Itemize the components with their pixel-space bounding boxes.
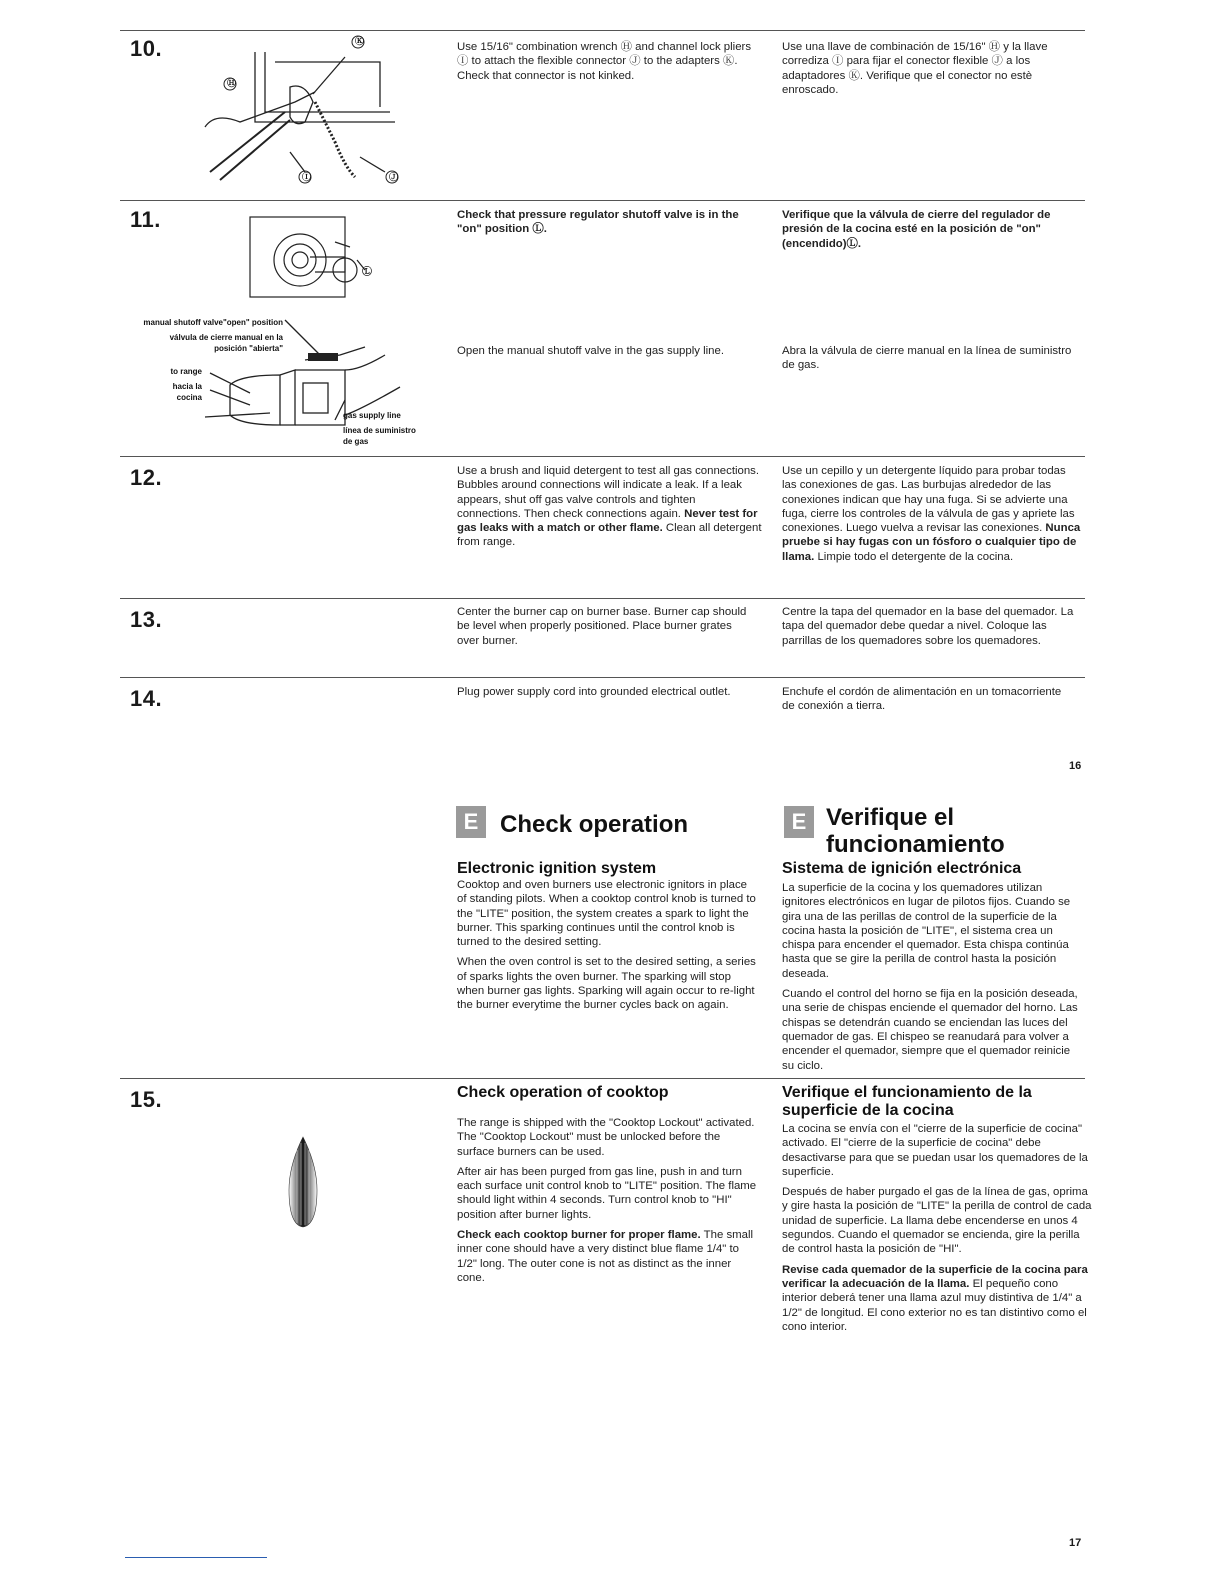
label-gas-line-en: gas supply line xyxy=(343,411,401,420)
step-13-rule xyxy=(120,598,1085,599)
step-11-text-es xyxy=(782,208,1072,251)
step-11-number: 11. xyxy=(130,207,161,232)
cooktop-en-p2: After air has been purged from gas line, push in and turn each surface unit control knob to "LITE" position. The flame should light within 4 seconds. Turn control knob to "HI" position after burner lights. xyxy=(457,1165,757,1221)
label-gas-line-es-1: línea de suministro xyxy=(343,426,416,435)
step-14-text-es: Enchufe el cordón de alimentación en un tomacorriente de conexión a tierra. xyxy=(782,686,1062,713)
label-to-range-es-2: cocina xyxy=(176,393,202,402)
label-valve-open-en: manual shutoff valve"open" position xyxy=(143,318,283,327)
step-11-es-text: Verifique que la válvula de cierre del regulador de presión de la cocina esté en la posición de "on" (encendido)Ⓛ. xyxy=(782,209,1051,250)
callout-h: Ⓗ xyxy=(227,78,237,88)
step-10-number: 10. xyxy=(130,36,163,61)
step-15-rule xyxy=(120,1078,1085,1079)
callout-k: Ⓚ xyxy=(355,36,365,46)
page-number-17: 17 xyxy=(1069,1537,1082,1549)
step-12-en-warning: Never test for gas leaks with a match or other flame. xyxy=(457,507,758,535)
label-gas-line-es-2: de gas xyxy=(343,437,369,446)
step-14-number: 14. xyxy=(130,686,163,711)
step-12-text-es xyxy=(782,464,1082,564)
section-e-badge-en: E xyxy=(456,806,486,838)
step-10-text-es: Use una llave de combinación de 15/16" Ⓗ y la llave corrediza Ⓘ para fijar el conector flexible Ⓙ a los adaptadores Ⓚ. Verifique que el conector no estè enroscado. xyxy=(782,41,1048,96)
step-10-rule xyxy=(120,30,1085,31)
ignition-es-p1: La superficie de la cocina y los quemadores utilizan ignitores electrónicos en lugar de pilotos fijos. Cuando se gira una de las perillas de control de la superficie de la cocina hasta la posición de "LITE", el sistema crea un chispa para encender el quemador. Esta chispa continúa hasta que se gire la perilla de control hasta la posición deseada. xyxy=(782,882,1071,980)
step-12-en-a: Use a brush and liquid detergent to test all gas connections. Bubbles around connections will indicate a leak. If a leak appears, shut off gas valve controls and tighten connections. Then check connections again. xyxy=(457,465,760,520)
step-12-es-c: Limpie todo el detergente de la cocina. xyxy=(814,550,1014,563)
cooktop-heading-en: Check operation of cooktop xyxy=(457,1084,669,1101)
step-12-number: 12. xyxy=(130,465,163,490)
ignition-en-p1: Cooktop and oven burners use electronic ignitors in place of standing pilots. When a cooktop control knob is turned to the "LITE" position, the system creates a spark to light the burner. This sparking continues until the control knob is turned to the desired setting. xyxy=(457,879,756,949)
wrench-pliers-illustration xyxy=(195,32,415,192)
callout-j: Ⓙ xyxy=(389,172,399,182)
step-12-es-warning: Nunca pruebe si hay fugas con un fósforo o cualquier tipo de llama. xyxy=(782,522,1081,563)
cooktop-es-p3 xyxy=(782,1263,1092,1334)
section-e-badge-es: E xyxy=(784,806,814,838)
step-13-text-es: Centre la tapa del quemador en la base del quemador. La tapa del quemador debe quedar a nivel. Coloque las parrillas de los quemadores sobre los quemadores. xyxy=(782,606,1074,647)
cooktop-en-p1: The range is shipped with the "Cooktop Lockout" activated. The "Cooktop Lockout" must be unlocked before the surface burners can be used. xyxy=(457,1117,755,1158)
section-title-en: Check operation xyxy=(500,811,689,838)
ignition-text-en xyxy=(457,878,757,1019)
cooktop-es-p3-bold: Revise cada quemador de la superficie de la cocina para verificar la adecuación de la llama. xyxy=(782,1263,1088,1290)
callout-l: Ⓛ xyxy=(362,267,372,278)
step-13-text-en: Center the burner cap on burner base. Burner cap should be level when properly positioned. Place burner grates over burner. xyxy=(457,606,747,647)
step-14-text-en: Plug power supply cord into grounded electrical outlet. xyxy=(457,686,731,698)
step-13-number: 13. xyxy=(130,607,163,632)
label-to-range-en: to range xyxy=(170,367,202,376)
step-11-text-en xyxy=(457,208,757,237)
cooktop-heading-es-1: Verifique el funcionamiento de la xyxy=(782,1084,1032,1101)
footer-link-underline[interactable] xyxy=(125,1557,267,1558)
cooktop-heading-es-2: superficie de la cocina xyxy=(782,1102,954,1119)
label-to-range-es-1: hacia la xyxy=(172,382,202,391)
step-15-number: 15. xyxy=(130,1087,163,1112)
burner-flame-icon xyxy=(283,1135,323,1230)
section-title-es-2: funcionamiento xyxy=(826,831,1005,858)
section-title-es-1: Verifique el xyxy=(826,804,955,831)
pressure-regulator-illustration xyxy=(245,212,385,302)
cooktop-en-p3 xyxy=(457,1228,757,1285)
label-valve-open-es-1: válvula de cierre manual en la xyxy=(169,333,283,342)
ignition-heading-en: Electronic ignition system xyxy=(457,860,657,877)
step-11-text2-es: Abra la válvula de cierre manual en la línea de suministro de gas. xyxy=(782,345,1072,372)
step-11-text2-en: Open the manual shutoff valve in the gas supply line. xyxy=(457,345,725,357)
cooktop-es-p3-text: El pequeño cono interior deberá tener una llama azul muy distintiva de 1/4" a 1/2" de longitud. El cono exterior no es tan distintivo como el cono interior. xyxy=(782,1277,1087,1333)
cooktop-es-p2: Después de haber purgado el gas de la línea de gas, oprima y gire hasta la posición de "LITE" la perilla de control de cada unidad de superficie. La llama debe encenderse en unos 4 segundos. Cuando el quemador se encienda, gire la perilla de control hasta la posición de "HI". xyxy=(782,1186,1092,1256)
page-number-16: 16 xyxy=(1069,760,1082,772)
step-12-rule xyxy=(120,456,1085,457)
step-12-es-a: Use un cepillo y un detergente líquido para probar todas las conexiones de gas. Las burbujas alrededor de las conexiones indican que hay una fuga. Si se advierte una fuga, cierre los controles de la válvula de gas y apriete las conexiones. Luego vuelva a revisar las conexiones. xyxy=(782,465,1075,535)
label-valve-open-es-2: posición "abierta" xyxy=(214,344,283,353)
step-12-en-c: Clean all detergent from range. xyxy=(457,522,762,549)
cooktop-es-p1: La cocina se envía con el "cierre de la superficie de cocina" activado. El "cierre de la superficie de cocina" debe desactivarse para que se puedan usar los quemadores de la superficie. xyxy=(782,1123,1088,1178)
cooktop-en-p3-text: The small inner cone should have a very distinct blue flame 1/4" to 1/2" long. The outer cone is not as distinct as the inner cone. xyxy=(457,1229,754,1284)
ignition-heading-es: Sistema de ignición electrónica xyxy=(782,860,1022,877)
step-14-rule xyxy=(120,677,1085,678)
step-10-text-en: Use 15/16" combination wrench Ⓗ and channel lock pliers Ⓘ to attach the flexible connector Ⓙ to the adapters Ⓚ. Check that connector is not kinked. xyxy=(457,41,752,82)
ignition-en-p2: When the oven control is set to the desired setting, a series of sparks lights the oven burner. The sparking will stop when burner gas lights. Sparking will again occur to re-light the burner everytime the burner cycles back on again. xyxy=(457,956,756,1012)
step-11-rule xyxy=(120,200,1085,201)
ignition-text-es xyxy=(782,881,1082,1079)
cooktop-text-es xyxy=(782,1122,1092,1340)
ignition-es-p2: Cuando el control del horno se fija en la posición deseada, una serie de chispas enciende el quemador del horno. Las chispas se detendrán cuando se enciendan las luces del quemador de gas. El chispeo se reanudará para volver a encender el quemador, siempre que el quemador reinicie su ciclo. xyxy=(782,988,1078,1072)
callout-i: Ⓘ xyxy=(302,172,312,182)
step-12-text-en xyxy=(457,464,762,550)
step-11-en-text: Check that pressure regulator shutoff valve is in the "on" position Ⓛ. xyxy=(457,209,739,236)
cooktop-en-p3-bold: Check each cooktop burner for proper flame. xyxy=(457,1229,701,1242)
cooktop-text-en xyxy=(457,1116,757,1291)
